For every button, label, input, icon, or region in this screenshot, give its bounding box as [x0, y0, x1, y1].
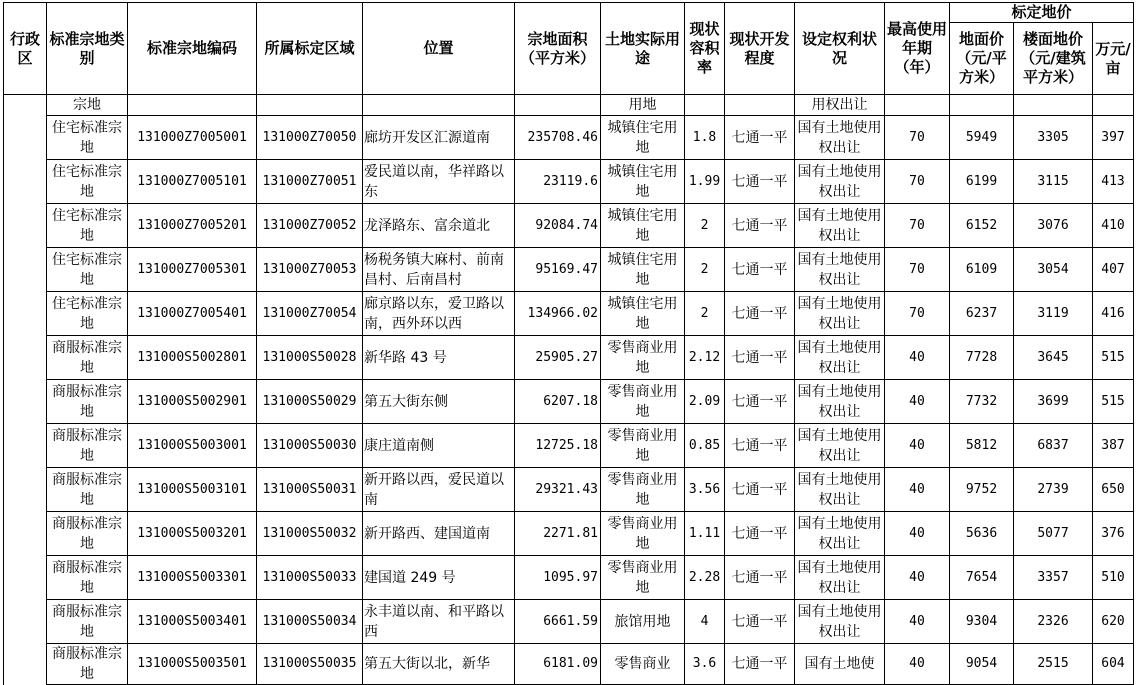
cell-code: 131000Z7005401 — [128, 292, 257, 336]
cell-category: 商服标准宗地 — [47, 424, 128, 468]
cell-zone: 131000S50035 — [257, 644, 363, 685]
cell-years: 70 — [885, 204, 950, 248]
cell-land-price: 7732 — [950, 380, 1014, 424]
cell-dev: 七通一平 — [725, 600, 795, 644]
cell-category: 宗地 — [47, 95, 128, 116]
cell-category: 商服标准宗地 — [47, 336, 128, 380]
cell-land-price: 6237 — [950, 292, 1014, 336]
cell-use: 城镇住宅用地 — [601, 248, 685, 292]
cell-area — [515, 95, 601, 116]
cell-code: 131000S5002801 — [128, 336, 257, 380]
table-row — [4, 468, 1134, 512]
cell-use: 旅馆用地 — [601, 600, 685, 644]
header-area: 宗地面积（平方米） — [515, 3, 601, 95]
cell-code: 131000Z7005301 — [128, 248, 257, 292]
cell-far: 1.11 — [685, 512, 725, 556]
cell-zone — [257, 95, 363, 116]
cell-years: 40 — [885, 468, 950, 512]
cell-mu-price: 510 — [1093, 556, 1134, 600]
header-land-price: 地面价（元/平方米） — [950, 23, 1014, 95]
cell-land-price: 7728 — [950, 336, 1014, 380]
cell-location: 新华路 43 号 — [363, 336, 515, 380]
cell-floor-price: 3115 — [1014, 160, 1093, 204]
cell-zone: 131000S50028 — [257, 336, 363, 380]
cell-land-price: 6152 — [950, 204, 1014, 248]
cell-mu-price: 515 — [1093, 336, 1134, 380]
cell-floor-price: 3119 — [1014, 292, 1093, 336]
cell-location: 爱民道以南，华祥路以东 — [363, 160, 515, 204]
cell-mu-price: 376 — [1093, 512, 1134, 556]
cell-code: 131000S5003101 — [128, 468, 257, 512]
cell-years: 70 — [885, 248, 950, 292]
cell-area: 92084.74 — [515, 204, 601, 248]
cell-dev: 七通一平 — [725, 116, 795, 160]
land-price-table — [3, 2, 1134, 685]
cell-far: 1.99 — [685, 160, 725, 204]
cell-dev: 七通一平 — [725, 512, 795, 556]
cell-code: 131000Z7005101 — [128, 160, 257, 204]
header-price-group: 标定地价 — [950, 3, 1134, 23]
header-code: 标准宗地编码 — [128, 3, 257, 95]
cell-mu-price: 407 — [1093, 248, 1134, 292]
cell-right: 国有土地使用权出让 — [795, 116, 885, 160]
cell-area: 12725.18 — [515, 424, 601, 468]
cell-dev: 七通一平 — [725, 424, 795, 468]
cell-years: 40 — [885, 336, 950, 380]
cell-floor-price: 3305 — [1014, 116, 1093, 160]
cell-area: 2271.81 — [515, 512, 601, 556]
header-use: 土地实际用途 — [601, 3, 685, 95]
cell-code: 131000S5003401 — [128, 600, 257, 644]
table-row — [4, 512, 1134, 556]
cell-far: 1.8 — [685, 116, 725, 160]
table-row — [4, 380, 1134, 424]
cell-far: 2 — [685, 204, 725, 248]
cell-area: 95169.47 — [515, 248, 601, 292]
cell-category: 商服标准宗地 — [47, 468, 128, 512]
cell-area: 29321.43 — [515, 468, 601, 512]
cell-mu-price: 620 — [1093, 600, 1134, 644]
cell-right: 国有土地使用权出让 — [795, 380, 885, 424]
table-row — [4, 248, 1134, 292]
header-years: 最高使用年期（年） — [885, 3, 950, 95]
cell-far: 0.85 — [685, 424, 725, 468]
cell-location: 第五大街东侧 — [363, 380, 515, 424]
cell-floor-price: 2515 — [1014, 644, 1093, 685]
cell-code — [128, 95, 257, 116]
cell-land-price: 5812 — [950, 424, 1014, 468]
cell-mu-price: 397 — [1093, 116, 1134, 160]
cell-location: 廊坊开发区汇源道南 — [363, 116, 515, 160]
cell-zone: 131000S50032 — [257, 512, 363, 556]
cell-right: 国有土地使用权出让 — [795, 292, 885, 336]
cell-mu-price: 604 — [1093, 644, 1134, 685]
cell-category: 住宅标准宗地 — [47, 292, 128, 336]
header-mu-price: 万元/亩 — [1093, 23, 1134, 95]
cell-zone: 131000S50034 — [257, 600, 363, 644]
cell-land-price: 6109 — [950, 248, 1014, 292]
cell-location: 新开路西、建国道南 — [363, 512, 515, 556]
cell-code: 131000S5002901 — [128, 380, 257, 424]
cell-code: 131000S5003201 — [128, 512, 257, 556]
cell-dev: 七通一平 — [725, 644, 795, 685]
table-row — [4, 292, 1134, 336]
cell-land-price: 5636 — [950, 512, 1014, 556]
cell-land-price — [950, 95, 1014, 116]
cell-code: 131000S5003501 — [128, 644, 257, 685]
cell-years: 70 — [885, 160, 950, 204]
cell-right: 国有土地使用权出让 — [795, 160, 885, 204]
cell-years: 40 — [885, 512, 950, 556]
cell-floor-price: 3076 — [1014, 204, 1093, 248]
cell-dev: 七通一平 — [725, 204, 795, 248]
cell-zone: 131000Z70054 — [257, 292, 363, 336]
cell-floor-price: 2326 — [1014, 600, 1093, 644]
cell-mu-price: 413 — [1093, 160, 1134, 204]
cell-dev: 七通一平 — [725, 556, 795, 600]
cell-zone: 131000S50030 — [257, 424, 363, 468]
cell-right: 国有土地使 — [795, 644, 885, 685]
cell-far: 2.28 — [685, 556, 725, 600]
cell-location: 新开路以西，爱民道以南 — [363, 468, 515, 512]
cell-category: 住宅标准宗地 — [47, 204, 128, 248]
cell-category: 商服标准宗地 — [47, 644, 128, 685]
cell-floor-price: 3699 — [1014, 380, 1093, 424]
cell-floor-price: 3054 — [1014, 248, 1093, 292]
header-admin-area: 行政区 — [4, 3, 47, 95]
cell-land-price: 7654 — [950, 556, 1014, 600]
cell-far: 2.09 — [685, 380, 725, 424]
cell-location: 建国道 249 号 — [363, 556, 515, 600]
cell-years — [885, 95, 950, 116]
cell-category: 住宅标准宗地 — [47, 248, 128, 292]
cell-mu-price — [1093, 95, 1134, 116]
cell-years: 40 — [885, 556, 950, 600]
cell-right: 国有土地使用权出让 — [795, 248, 885, 292]
cell-area: 23119.6 — [515, 160, 601, 204]
cell-category: 住宅标准宗地 — [47, 116, 128, 160]
cell-use: 城镇住宅用地 — [601, 204, 685, 248]
cell-years: 40 — [885, 380, 950, 424]
cell-area: 6661.59 — [515, 600, 601, 644]
cell-years: 40 — [885, 424, 950, 468]
cell-floor-price: 3645 — [1014, 336, 1093, 380]
cell-far: 3.6 — [685, 644, 725, 685]
cell-category: 商服标准宗地 — [47, 380, 128, 424]
cell-floor-price: 6837 — [1014, 424, 1093, 468]
cell-area: 6181.09 — [515, 644, 601, 685]
cell-far: 3.56 — [685, 468, 725, 512]
cell-zone: 131000S50031 — [257, 468, 363, 512]
cell-land-price: 9752 — [950, 468, 1014, 512]
cell-use: 零售商业用地 — [601, 512, 685, 556]
cell-mu-price: 387 — [1093, 424, 1134, 468]
cell-area: 1095.97 — [515, 556, 601, 600]
cell-location: 龙泽路东、富余道北 — [363, 204, 515, 248]
cell-location: 杨税务镇大麻村、前南昌村、后南昌村 — [363, 248, 515, 292]
cell-area: 25905.27 — [515, 336, 601, 380]
cell-far: 2.12 — [685, 336, 725, 380]
cell-category: 商服标准宗地 — [47, 512, 128, 556]
table-row — [4, 336, 1134, 380]
cell-right: 国有土地使用权出让 — [795, 468, 885, 512]
cell-use: 零售商业用地 — [601, 336, 685, 380]
cell-years: 70 — [885, 292, 950, 336]
table-row — [4, 160, 1134, 204]
cell-dev: 七通一平 — [725, 292, 795, 336]
header-zone: 所属标定区域 — [257, 3, 363, 95]
cell-mu-price: 410 — [1093, 204, 1134, 248]
cell-floor-price: 3357 — [1014, 556, 1093, 600]
cell-use: 零售商业用地 — [601, 424, 685, 468]
cell-right: 国有土地使用权出让 — [795, 600, 885, 644]
cell-zone: 131000Z70052 — [257, 204, 363, 248]
table-row-partial — [4, 95, 1134, 116]
cell-years: 70 — [885, 116, 950, 160]
cell-floor-price: 5077 — [1014, 512, 1093, 556]
admin-area-cell — [4, 95, 47, 685]
table-row — [4, 600, 1134, 644]
table-row — [4, 556, 1134, 600]
cell-right: 国有土地使用权出让 — [795, 556, 885, 600]
cell-use: 零售商业用地 — [601, 380, 685, 424]
cell-use: 零售商业用地 — [601, 468, 685, 512]
cell-far: 2 — [685, 292, 725, 336]
cell-far — [685, 95, 725, 116]
cell-mu-price: 416 — [1093, 292, 1134, 336]
header-category: 标准宗地类别 — [47, 3, 128, 95]
cell-code: 131000Z7005201 — [128, 204, 257, 248]
cell-category: 商服标准宗地 — [47, 556, 128, 600]
cell-land-price: 6199 — [950, 160, 1014, 204]
cell-zone: 131000S50033 — [257, 556, 363, 600]
cell-land-price: 5949 — [950, 116, 1014, 160]
cell-zone: 131000S50029 — [257, 380, 363, 424]
header-floor-price: 楼面地价（元/建筑平方米） — [1014, 23, 1093, 95]
cell-years: 40 — [885, 600, 950, 644]
cell-code: 131000Z7005001 — [128, 116, 257, 160]
cell-area: 6207.18 — [515, 380, 601, 424]
cell-category: 住宅标准宗地 — [47, 160, 128, 204]
cell-mu-price: 650 — [1093, 468, 1134, 512]
cell-years: 40 — [885, 644, 950, 685]
header-right: 设定权利状况 — [795, 3, 885, 95]
cell-right: 国有土地使用权出让 — [795, 512, 885, 556]
cell-right: 国有土地使用权出让 — [795, 424, 885, 468]
header-far: 现状容积率 — [685, 3, 725, 95]
cell-use: 用地 — [601, 95, 685, 116]
cell-location: 康庄道南侧 — [363, 424, 515, 468]
cell-location: 廊京路以东，爱卫路以南，西外环以西 — [363, 292, 515, 336]
cell-dev: 七通一平 — [725, 336, 795, 380]
cell-category: 商服标准宗地 — [47, 600, 128, 644]
cell-right: 国有土地使用权出让 — [795, 336, 885, 380]
cell-land-price: 9304 — [950, 600, 1014, 644]
cell-land-price: 9054 — [950, 644, 1014, 685]
cell-zone: 131000Z70051 — [257, 160, 363, 204]
cell-use: 城镇住宅用地 — [601, 160, 685, 204]
cell-floor-price — [1014, 95, 1093, 116]
cell-dev — [725, 95, 795, 116]
cell-use: 城镇住宅用地 — [601, 116, 685, 160]
table-row — [4, 116, 1134, 160]
cell-far: 2 — [685, 248, 725, 292]
cell-floor-price: 2739 — [1014, 468, 1093, 512]
cell-area: 134966.02 — [515, 292, 601, 336]
cell-right: 用权出让 — [795, 95, 885, 116]
cell-dev: 七通一平 — [725, 248, 795, 292]
header-dev: 现状开发程度 — [725, 3, 795, 95]
cell-location: 第五大街以北，新华 — [363, 644, 515, 685]
cell-dev: 七通一平 — [725, 380, 795, 424]
cell-far: 4 — [685, 600, 725, 644]
cell-mu-price: 515 — [1093, 380, 1134, 424]
cell-location — [363, 95, 515, 116]
table-row — [4, 204, 1134, 248]
cell-use: 零售商业 — [601, 644, 685, 685]
table-row — [4, 424, 1134, 468]
cell-area: 235708.46 — [515, 116, 601, 160]
cell-use: 城镇住宅用地 — [601, 292, 685, 336]
cell-code: 131000S5003301 — [128, 556, 257, 600]
cell-use: 零售商业用地 — [601, 556, 685, 600]
cell-location: 永丰道以南、和平路以西 — [363, 600, 515, 644]
cell-right: 国有土地使用权出让 — [795, 204, 885, 248]
cell-code: 131000S5003001 — [128, 424, 257, 468]
cell-zone: 131000Z70050 — [257, 116, 363, 160]
cell-dev: 七通一平 — [725, 160, 795, 204]
table-row — [4, 644, 1134, 685]
cell-dev: 七通一平 — [725, 468, 795, 512]
cell-zone: 131000Z70053 — [257, 248, 363, 292]
header-location: 位置 — [363, 3, 515, 95]
